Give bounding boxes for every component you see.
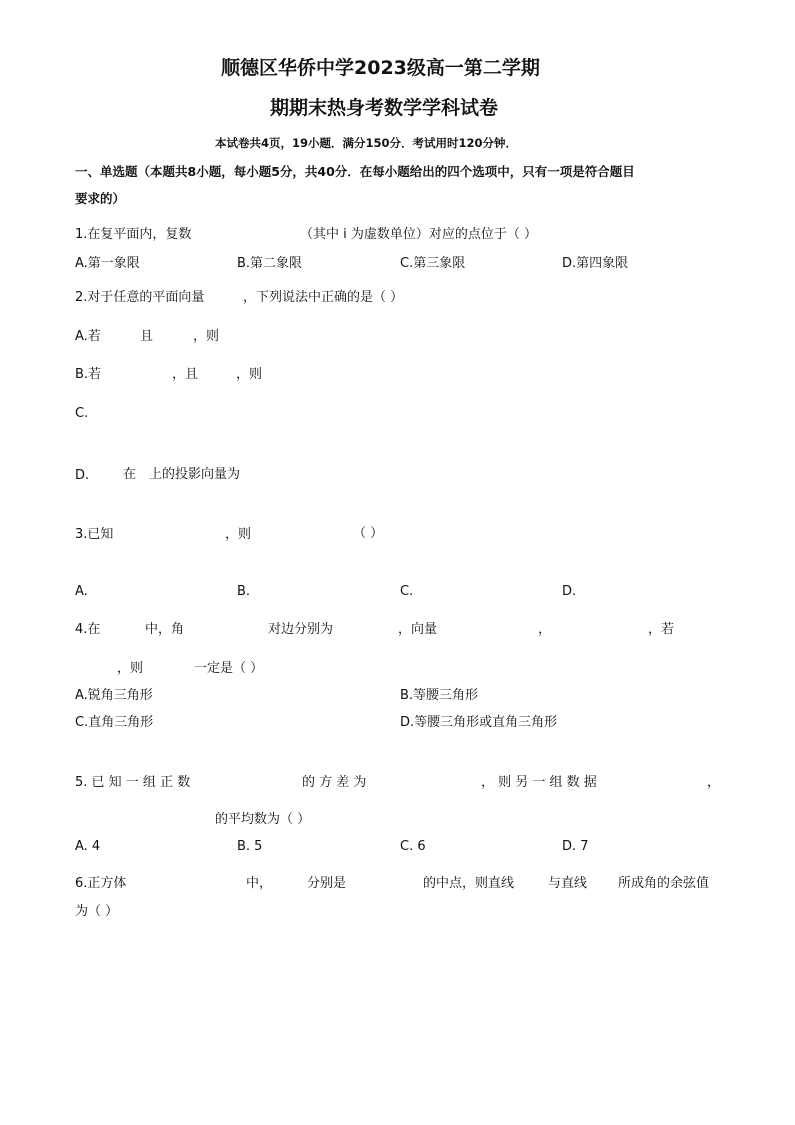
q3-option-c: C.	[400, 584, 414, 599]
q5-line1-part3: ， 则 另 一 组 数 据	[481, 775, 597, 790]
q4-option-d: D.等腰三角形或直角三角形	[400, 715, 558, 730]
q2-option-d-part3: 上的投影向量为	[149, 467, 241, 482]
q2-stem-part2: ，下列说法中正确的是（ ）	[243, 290, 404, 305]
q2-option-a-part1: A.若	[75, 329, 101, 344]
q2-option-c-part1: C.	[75, 406, 89, 421]
q2-option-b-part2: ，且	[172, 367, 199, 382]
q1-option-b: B.第二象限	[237, 256, 303, 271]
q2-option-b-part1: B.若	[75, 367, 102, 382]
q3-stem-part1: 3.已知	[75, 527, 114, 542]
q6-line1-part2: 中，	[246, 876, 273, 891]
q4-line1-part5: ，	[538, 622, 552, 637]
q5-line1-part4: ，	[707, 775, 721, 790]
q3-option-b: B.	[237, 584, 251, 599]
q6-line1-part3: 分别是	[307, 876, 347, 891]
section1-heading-line2: 要求的）	[75, 191, 126, 206]
q5-line1-part2: 的 方 差 为	[302, 775, 367, 790]
q4-line2-part1: ，则	[117, 661, 144, 676]
q4-line1-part4: ，向量	[398, 622, 438, 637]
q4-option-a: A.锐角三角形	[75, 688, 153, 703]
q3-stem-part2: ，则	[225, 527, 252, 542]
q5-option-a: A. 4	[75, 839, 101, 854]
q6-line1-part4: 的中点，则直线	[423, 876, 515, 891]
section1-heading-line1: 一、单选题（本题共8小题，每小题5分，共40分．在每小题给出的四个选项中，只有一项是符合题目	[75, 164, 635, 179]
q2-option-d-part2: 在	[123, 467, 137, 482]
q5-option-c: C. 6	[400, 839, 426, 854]
exam-subtitle: 本试卷共4页，19小题．满分150分．考试用时120分钟．	[215, 136, 518, 150]
q2-option-a-part3: ，则	[193, 329, 220, 344]
exam-title-line1: 顺德区华侨中学2023级高一第二学期	[221, 57, 540, 79]
q1-option-d: D.第四象限	[562, 256, 629, 271]
q2-option-b-part3: ，则	[236, 367, 263, 382]
q4-option-c: C.直角三角形	[75, 715, 154, 730]
q6-line2: 为（ ）	[75, 904, 119, 919]
q4-line1-part1: 4.在	[75, 622, 101, 637]
q4-line2-part2: 一定是（ ）	[194, 661, 264, 676]
q6-line1-part5: 与直线	[548, 876, 588, 891]
q3-option-d: D.	[562, 584, 577, 599]
q4-line1-part6: ，若	[648, 622, 675, 637]
exam-title-line2: 期期末热身考数学学科试卷	[270, 97, 499, 119]
q3-option-a: A.	[75, 584, 88, 599]
q3-stem-part3: （ ）	[353, 526, 384, 541]
q2-option-a-part2: 且	[140, 329, 154, 344]
q1-stem-part1: 1.在复平面内，复数	[75, 227, 192, 242]
q5-option-b: B. 5	[237, 839, 263, 854]
q5-line2: 的平均数为（ ）	[215, 812, 311, 827]
q4-line1-part2: 中，角	[145, 622, 185, 637]
q5-line1-part1: 5. 已 知 一 组 正 数	[75, 775, 191, 790]
q1-option-c: C.第三象限	[400, 256, 466, 271]
q2-option-d-part1: D.	[75, 468, 90, 483]
q2-stem-part1: 2.对于任意的平面向量	[75, 290, 205, 305]
q6-line1-part1: 6.正方体	[75, 876, 127, 891]
q1-option-a: A.第一象限	[75, 256, 140, 271]
q5-option-d: D. 7	[562, 839, 589, 854]
q6-line1-part6: 所成角的余弦值	[618, 876, 710, 891]
q4-option-b: B.等腰三角形	[400, 688, 479, 703]
q1-stem-part2: （其中 i 为虚数单位）对应的点位于（ ）	[300, 227, 538, 242]
q4-line1-part3: 对边分别为	[268, 622, 334, 637]
